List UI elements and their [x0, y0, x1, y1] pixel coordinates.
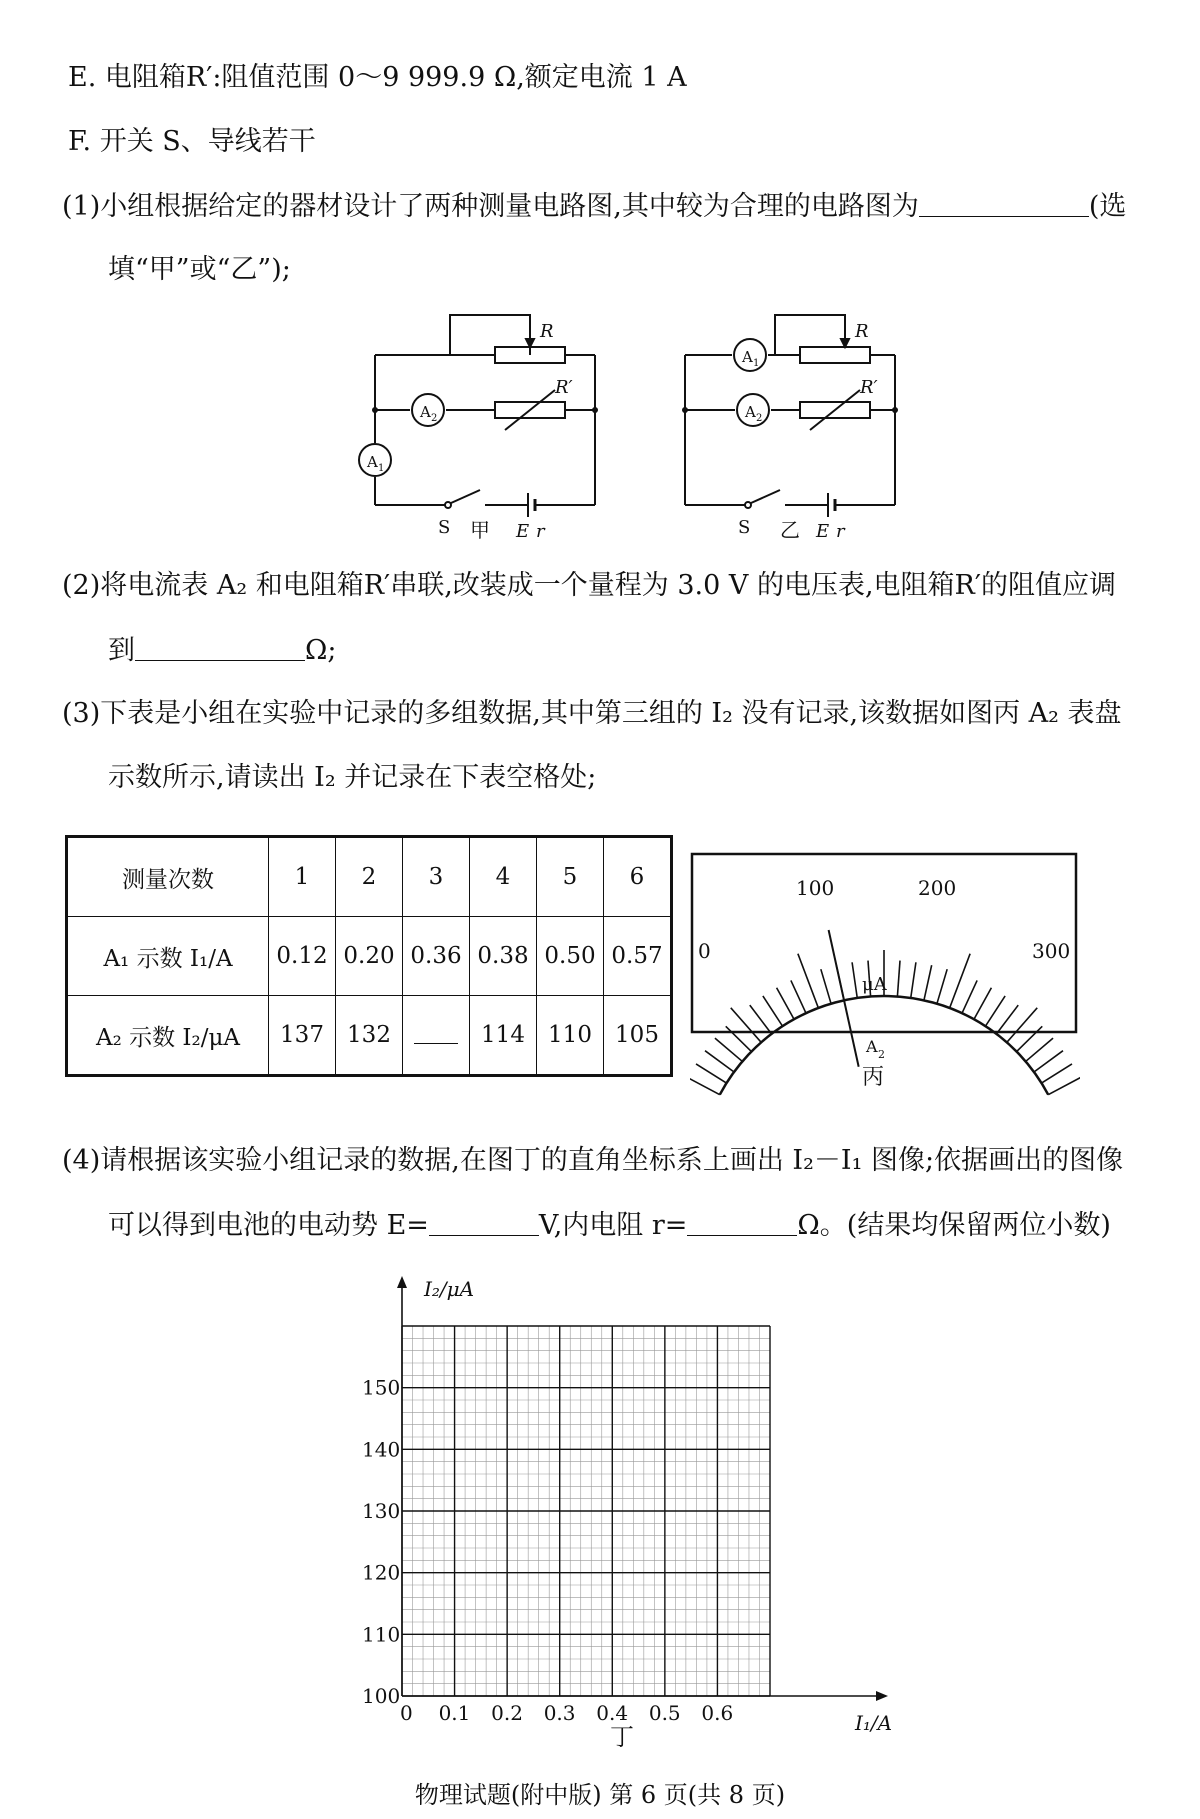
jia-slider-wire	[450, 315, 530, 355]
meter-tick-mark	[791, 980, 806, 1013]
graph-figure	[340, 1270, 920, 1750]
yi-label-rp: R′	[860, 377, 878, 398]
meter-tick-mark	[726, 1026, 752, 1051]
table-cell: 0.36	[403, 917, 470, 996]
table-cell: 0.57	[604, 917, 672, 996]
y-axis-arrow	[397, 1276, 407, 1288]
question-1-line-1	[62, 190, 1126, 223]
table-cell: 132	[336, 996, 403, 1076]
table-cell: 110	[537, 996, 604, 1076]
x-tick-label: 0.6	[701, 1701, 734, 1725]
meter-tick-200: 200	[918, 876, 957, 900]
y-tick-label: 150	[362, 1375, 401, 1400]
question-4-mid: V,内电阻 r=	[538, 1210, 688, 1241]
yi-rheostat	[800, 347, 870, 363]
meter-tick-mark	[996, 1005, 1018, 1034]
meter-tick-mark	[798, 954, 818, 1008]
answer-blank-1[interactable]	[919, 190, 1089, 217]
jia-label-rp: R′	[555, 377, 573, 398]
question-1-line-2: 填“甲”或“乙”);	[108, 254, 291, 285]
table-cell: 0.50	[537, 917, 604, 996]
x-tick-label: 0.5	[648, 1701, 681, 1725]
y-tick-label: 140	[362, 1437, 401, 1462]
table-cell: 0.38	[470, 917, 537, 996]
meter-tick-mark	[985, 996, 1005, 1026]
data-table	[65, 835, 673, 1077]
question-4-pre: 可以得到电池的电动势 E=	[108, 1210, 429, 1241]
jia-switch-contact	[445, 502, 451, 508]
meter-caption: 丙	[862, 1065, 885, 1090]
meter-tick-0: 0	[698, 939, 711, 963]
meter-tick-mark	[821, 969, 831, 1004]
meter-tick-mark	[777, 988, 794, 1020]
meter-tick-mark	[1034, 1051, 1063, 1072]
meter-tick-mark	[1048, 1067, 1080, 1094]
meter-tick-mark	[705, 1051, 734, 1072]
table-row-a1	[67, 917, 672, 996]
meter-tick-mark	[696, 1064, 726, 1083]
meter-tick-mark	[690, 1067, 720, 1094]
meter-tick-mark	[1017, 1026, 1043, 1051]
meter-tick-mark	[763, 996, 783, 1026]
question-2-line-1: (2)将电流表 A₂ 和电阻箱R′串联,改装成一个量程为 3.0 V 的电压表,电阻箱R′的阻值应调	[62, 570, 1117, 601]
jia-caption: 甲	[470, 518, 490, 542]
item-e: E. 电阻箱R′:阻值范围 0～9 999.9 Ω,额定电流 1 A	[68, 62, 687, 93]
meter-tick-mark	[950, 954, 970, 1008]
yi-label-r: R	[855, 321, 869, 342]
y-tick-label: 120	[362, 1560, 401, 1585]
yi-switch-contact	[745, 502, 751, 508]
question-4-line-1: (4)请根据该实验小组记录的数据,在图丁的直角坐标系上画出 I₂－I₁ 图像;依据画出的图像	[62, 1145, 1124, 1176]
question-3-line-1: (3)下表是小组在实验中记录的多组数据,其中第三组的 I₂ 没有记录,该数据如图丙 A₂ 表盘	[62, 698, 1122, 729]
table-header-cell: 1	[269, 837, 336, 917]
y-tick-label: 100	[362, 1684, 401, 1708]
grid-major	[402, 1326, 770, 1696]
jia-a2-sub: 2	[431, 413, 438, 424]
question-4-line-2	[108, 1209, 1111, 1242]
table-cell-blank[interactable]	[403, 996, 470, 1076]
table-header-cell: 6	[604, 837, 672, 917]
yi-a1-letter: A	[742, 348, 753, 366]
meter-frame	[692, 854, 1076, 1032]
jia-label-small-r: r	[536, 521, 545, 542]
page-footer: 物理试题(附中版) 第 6 页(共 8 页)	[414, 1781, 786, 1809]
meter-tick-mark	[852, 962, 857, 998]
y-tick-label: 110	[362, 1622, 401, 1647]
question-1-text: (1)小组根据给定的器材设计了两种测量电路图,其中较为合理的电路图为	[62, 191, 919, 222]
yi-slider-wire	[775, 315, 845, 355]
yi-a2-letter: A	[745, 403, 756, 421]
jia-a1-letter: A	[367, 453, 378, 471]
meter-figure	[690, 852, 1080, 1102]
meter-label-sub: 2	[878, 1048, 885, 1061]
table-header-cell: 4	[470, 837, 537, 917]
yi-label-small-r: r	[836, 521, 845, 542]
item-f: F. 开关 S、导线若干	[68, 126, 316, 157]
table-cell: 114	[470, 996, 537, 1076]
x-tick-label: 0.1	[438, 1701, 471, 1725]
y-axis-label: I₂/μA	[424, 1277, 475, 1301]
answer-blank-2[interactable]	[135, 634, 305, 661]
row-label-a2: A₂ 示数 I₂/μA	[67, 996, 269, 1076]
table-cell: 0.12	[269, 917, 336, 996]
row-label-a1: A₁ 示数 I₁/A	[67, 917, 269, 996]
meter-label: A	[866, 1037, 878, 1056]
x-tick-label: 0.3	[543, 1701, 576, 1725]
x-tick-label: 0	[400, 1701, 413, 1725]
meter-unit: μA	[862, 974, 887, 995]
meter-tick-mark	[750, 1005, 772, 1034]
yi-caption: 乙	[780, 518, 800, 542]
table-cell: 105	[604, 996, 672, 1076]
x-tick-label: 0.2	[491, 1701, 523, 1725]
question-2-pre: 到	[108, 635, 135, 666]
table-row-a2	[67, 996, 672, 1076]
x-axis-label: I₁/A	[855, 1711, 893, 1735]
graph-caption: 丁	[610, 1723, 634, 1750]
jia-label-s: S	[438, 517, 451, 538]
yi-a2-sub: 2	[756, 413, 763, 424]
question-4-post: Ω。(结果均保留两位小数)	[797, 1210, 1111, 1241]
jia-label-r: R	[540, 321, 554, 342]
yi-a1-sub: 1	[753, 358, 760, 369]
jia-label-e: E	[516, 521, 530, 542]
meter-tick-mark	[897, 961, 900, 997]
question-3-line-2: 示数所示,请读出 I₂ 并记录在下表空格处;	[108, 762, 597, 793]
table-header-cell: 2	[336, 837, 403, 917]
yi-label-e: E	[816, 521, 830, 542]
x-axis-arrow	[876, 1691, 888, 1701]
meter-tick-mark	[924, 965, 932, 1000]
yi-switch	[751, 490, 780, 503]
question-2-line-2	[108, 634, 336, 667]
jia-switch	[451, 490, 480, 503]
meter-tick-mark	[715, 1038, 742, 1061]
yi-label-s: S	[738, 517, 751, 538]
meter-tick-mark	[974, 988, 991, 1020]
meter-tick-mark	[911, 962, 916, 998]
question-2-post: Ω;	[305, 635, 337, 666]
table-header-cell: 测量次数	[67, 837, 269, 917]
x-tick-label: 0.4	[596, 1701, 629, 1725]
question-1-text-end: (选	[1088, 191, 1127, 222]
meter-tick-mark	[962, 980, 977, 1013]
meter-tick-mark	[1026, 1038, 1053, 1061]
answer-blank-table[interactable]	[414, 1025, 458, 1044]
y-tick-label: 130	[362, 1499, 401, 1523]
answer-blank-resistance[interactable]	[687, 1209, 797, 1236]
meter-tick-100: 100	[796, 876, 835, 900]
meter-tick-mark	[937, 969, 947, 1004]
table-header-cell: 3	[403, 837, 470, 917]
table-header-row	[67, 837, 672, 917]
table-cell: 0.20	[336, 917, 403, 996]
circuit-diagrams	[350, 305, 910, 545]
table-header-cell: 5	[537, 837, 604, 917]
jia-a1-sub: 1	[378, 463, 385, 474]
jia-a2-letter: A	[420, 403, 431, 421]
meter-tick-300: 300	[1032, 939, 1071, 963]
meter-tick-mark	[1042, 1064, 1072, 1083]
answer-blank-emf[interactable]	[429, 1209, 539, 1236]
table-cell: 137	[269, 996, 336, 1076]
